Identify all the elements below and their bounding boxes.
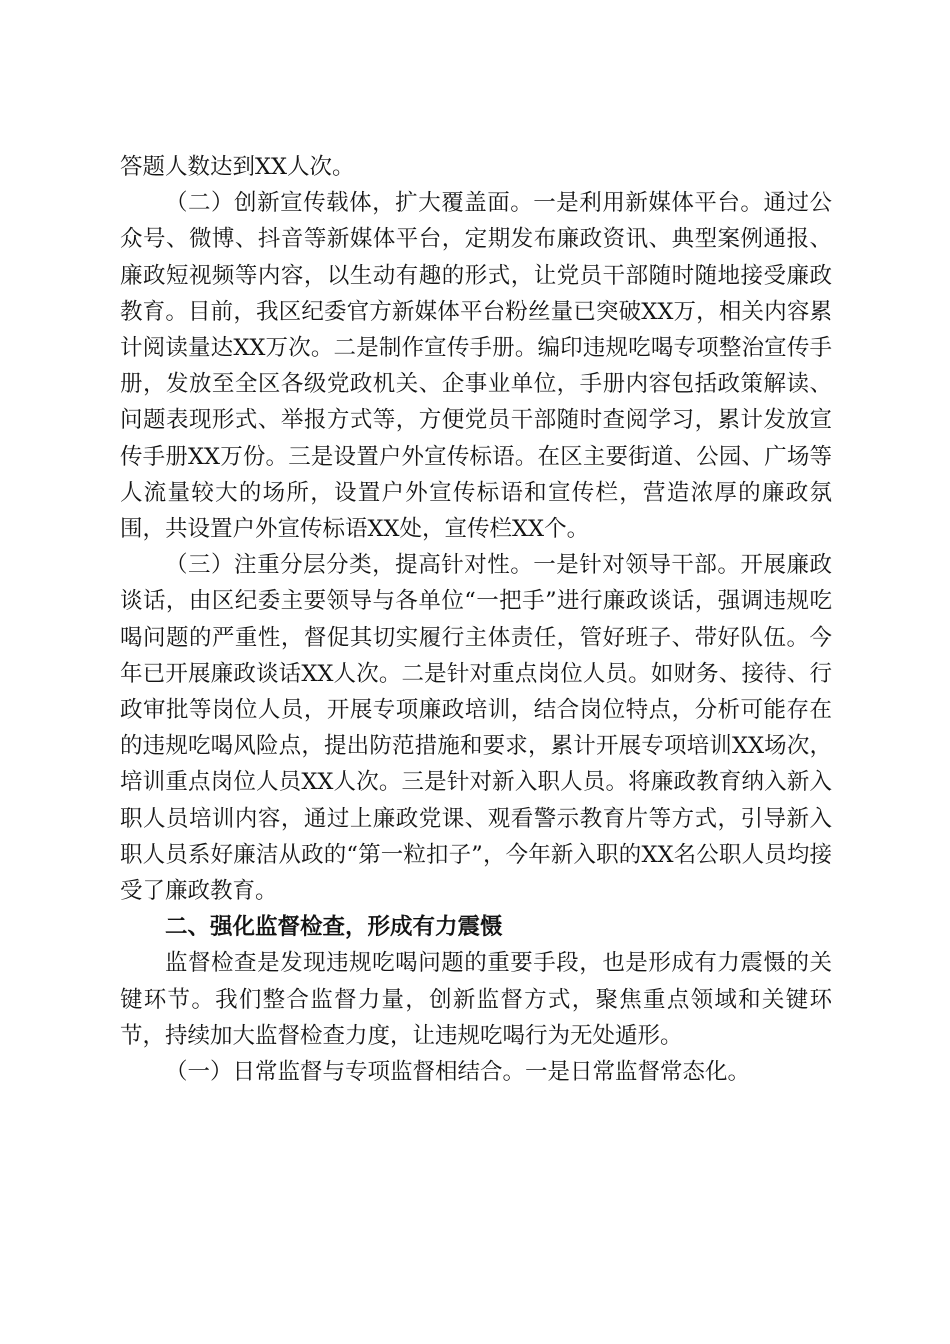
section-heading: 二、强化监督检查，形成有力震慑 [165,914,503,941]
paragraph-daily-supervision: （一）日常监督与专项监督相结合。一是日常监督常态化。 [165,1059,751,1086]
paragraph-publicity-carriers: （二）创新宣传载体，扩大覆盖面。一是利用新媒体平台。通过公众号、微博、抖音等新媒体平台，定期发布廉政资讯、典型案例通报、廉政短视频等内容，以生动有趣的形式，让党员干部随时随地接受廉政教育。目前，我区纪委官方新媒体平台粉丝量已突破XX万，相关内容累计阅读量达XX万次。二是制作宣传手册。编印违规吃喝专项整治宣传手册，发放至全区各级党政机关、企事业单位，手册内容包括政策解读、问题表现形式、举报方式等，方便党员干部随时查阅学习，累计发放宣传手册XX万份。三是设置户外宣传标语。在区主要街道、公园、广场等人流量较大的场所，设置户外宣传标语和宣传栏，营造浓厚的廉政氛围，共设置户外宣传标语XX处，宣传栏XX个。 [120,190,832,543]
document-body [120,149,832,1090]
paragraph-continuation: 答题人数达到XX人次。 [120,154,355,180]
paragraph-section-intro: 监督检查是发现违规吃喝问题的重要手段，也是形成有力震慑的关键环节。我们整合监督力量，创新监督方式，聚焦重点领域和关键环节，持续加大监督检查力度，让违规吃喝行为无处遁形。 [120,950,832,1049]
paragraph-layered-education: （三）注重分层分类，提高针对性。一是针对领导干部。开展廉政谈话，由区纪委主要领导与各单位“一把手”进行廉政谈话，强调违规吃喝问题的严重性，督促其切实履行主体责任，管好班子、带好队伍。今年已开展廉政谈话XX人次。二是针对重点岗位人员。如财务、接待、行政审批等岗位人员，开展专项廉政培训，结合岗位特点，分析可能存在的违规吃喝风险点，提出防范措施和要求，累计开展专项培训XX场次，培训重点岗位人员XX人次。三是针对新入职人员。将廉政教育纳入新入职人员培训内容，通过上廉政党课、观看警示教育片等方式，引导新入职人员系好廉洁从政的“第一粒扣子”，今年新入职的XX名公职人员均接受了廉政教育。 [120,552,832,905]
